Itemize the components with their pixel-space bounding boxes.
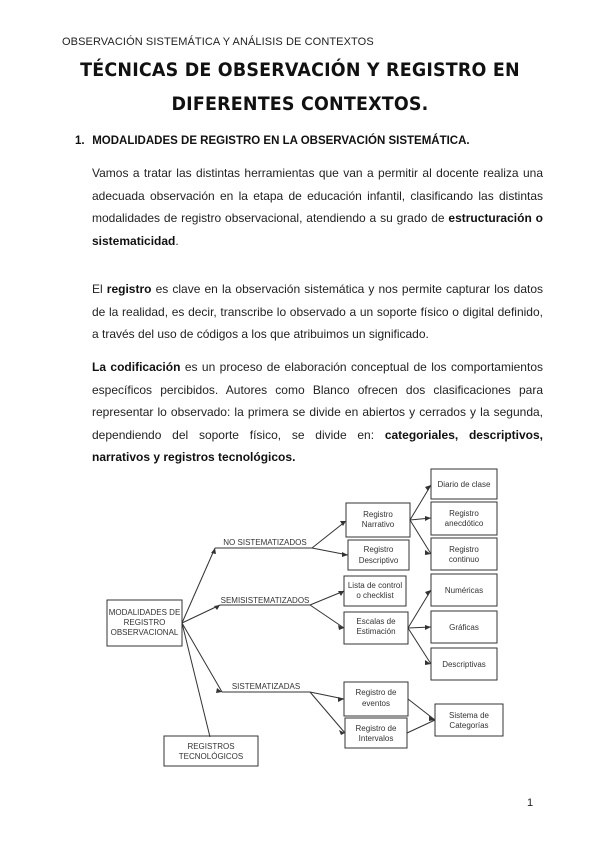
no-sistematizados-label: NO SISTEMATIZADOS	[223, 538, 307, 547]
descriptivas-label: Descriptivas	[442, 660, 486, 669]
paragraph-3-text: es un proceso de elaboración conceptual de los comportamientos específicos percibidos. Autores como Blanco ofrecen dos clasificaciones para representar lo observado: la primera se divide en abiertos y cerrados y la segunda, dependiendo del soporte físico, se divide en:	[92, 360, 543, 442]
registro-intervalos-label-2: Intervalos	[358, 734, 394, 743]
root-label-1: MODALIDADES DE	[108, 608, 181, 617]
registro-narrativo-label-2: Narrativo	[361, 520, 395, 529]
page-title-line-1: TÉCNICAS DE OBSERVACIÓN Y REGISTRO EN	[80, 59, 520, 81]
root-label-3: OBSERVACIONAL	[110, 628, 179, 637]
registros-tecnologicos-box	[164, 736, 258, 766]
paragraph-1-end: .	[175, 233, 179, 248]
graficas-label: Gráficas	[449, 623, 479, 632]
numericas-label: Numéricas	[444, 586, 484, 595]
sistematizadas-label: SISTEMATIZADAS	[231, 682, 301, 691]
registro-descriptivo-label-2: Descriptivo	[358, 556, 399, 565]
diario-label: Diario de clase	[437, 480, 491, 489]
paragraph-2-text: es clave en la observación sistemática y nos permite capturar los datos de la realidad, es decir, transcribe lo observado a un soporte físico o digital definido, a través del uso de códigos a los que atribuimos un significado.	[92, 282, 543, 342]
continuo-label-1: Registro	[449, 545, 479, 554]
registro-descriptivo-label-1: Registro	[363, 545, 394, 554]
paragraph-3-bold-start: La codificación	[92, 360, 181, 374]
paragraph-2-start: El	[92, 282, 107, 296]
paragraph-2-bold: registro	[106, 282, 152, 296]
sistema-categorias-box	[435, 704, 503, 736]
paragraph-1-bold: estructuración o sistematicidad	[92, 211, 543, 248]
sistema-categorias-label-2: Categorías	[449, 721, 489, 730]
section-number: 1.	[75, 135, 85, 147]
registro-narrativo-label-1: Registro	[363, 510, 393, 519]
running-header: OBSERVACIÓN SISTEMÁTICA Y ANÁLISIS DE CONTEXTOS	[62, 36, 374, 48]
semisistematizados-label: SEMISISTEMATIZADOS	[220, 596, 310, 605]
lista-control-label-2: o checklist	[356, 591, 394, 600]
continuo-box	[431, 538, 497, 570]
page-title-line-2: DIFERENTES CONTEXTOS.	[171, 93, 429, 115]
registro-eventos-label-2: eventos	[361, 699, 391, 708]
escalas-label-2: Estimación	[356, 627, 396, 636]
anecdotico-label-2: anecdótico	[444, 519, 484, 528]
paragraph-1-text: Vamos a tratar las distintas herramientas que van a permitir al docente realiza una adecuada observación en la etapa de educación infantil, clasificando las distintas modalidades de registro observacional, atendiendo a su grado de	[92, 166, 543, 226]
registro-eventos-label-1: Registro de	[355, 688, 397, 697]
anecdotico-label-1: Registro	[449, 509, 479, 518]
escalas-label-1: Escalas de	[356, 617, 396, 626]
section-title: MODALIDADES DE REGISTRO EN LA OBSERVACIÓN SISTEMÁTICA.	[92, 135, 470, 147]
registro-intervalos-label-1: Registro de	[355, 724, 397, 733]
tecnologicos-label-1: REGISTROS	[187, 742, 235, 751]
root-label-2: REGISTRO	[123, 618, 166, 627]
tecnologicos-label-2: TECNOLÓGICOS	[178, 752, 244, 761]
sistema-categorias-label-1: Sistema de	[448, 711, 490, 720]
registro-intervalos-box	[345, 718, 407, 748]
page-number: 1	[527, 797, 534, 809]
lista-control-label-1: Lista de control	[347, 581, 403, 590]
continuo-label-2: continuo	[448, 555, 480, 564]
paragraph-3-bold-end: categoriales, descriptivos, narrativos y registros tecnológicos.	[92, 427, 543, 465]
